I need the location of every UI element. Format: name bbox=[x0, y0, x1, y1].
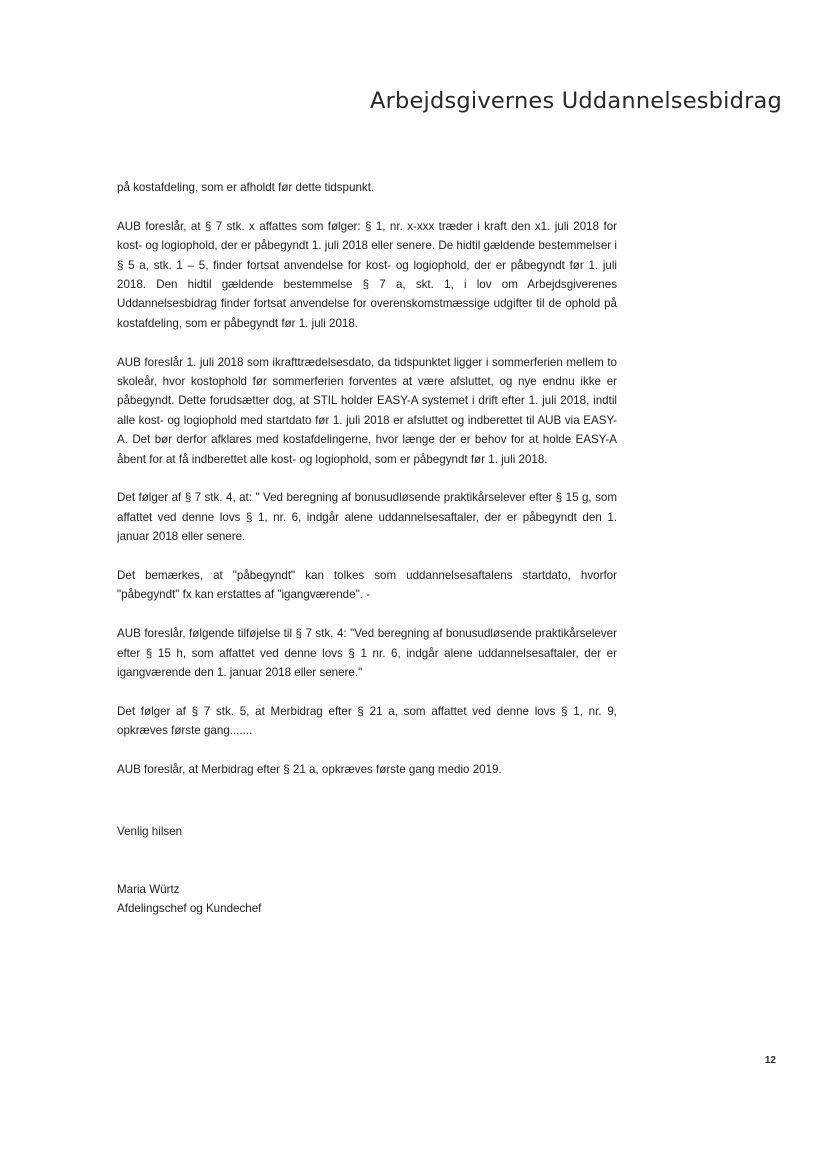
paragraph-effective-date: AUB foreslår 1. juli 2018 som ikrafttrædelsesdato, da tidspunktet ligger i sommerferien mellem to skoleår, hvor kostophold før sommerferien forventes at være afsluttet, og nye endnu ikke er påbegyndt. Dette forudsætter dog, at STIL holder EASY-A systemet i drift efter 1. juli 2018, indtil alle kost- og logiophold med startdato før 1. juli 2018 er afsluttet og indberettet til AUB via EASY-A. Det bør derfor afklares med kostafdelingerne, hvor længe der er behov for at holde EASY-A åbent for at få indberettet alle kost- og logiophold, som er påbegyndt før 1. juli 2018. bbox=[117, 355, 617, 466]
paragraph-merbidrag-proposal: AUB foreslår, at Merbidrag efter § 21 a, opkræves første gang medio 2019. bbox=[117, 763, 502, 777]
paragraph-section-7-stk-5: Det følger af § 7 stk. 5, at Merbidrag efter § 21 a, som affattet ved denne lovs § 1, nr. 9, opkræves første gang....... bbox=[117, 704, 617, 738]
paragraph-continuation: på kostafdeling, som er afholdt før dette tidspunkt. bbox=[117, 181, 375, 194]
signatory-role: Afdelingschef og Kundechef bbox=[117, 902, 262, 916]
paragraph-section-7-stk-4: Det følger af § 7 stk. 4, at: " Ved beregning af bonusudløsende praktikårselever efter § 15 g, som affattet ved denne lovs § 1, nr. 6, indgår alene uddannelsesaftaler, der er påbegyndt den 1. januar 2018 eller senere. bbox=[117, 491, 617, 544]
paragraph-proposal-addition: AUB foreslår, følgende tilføjelse til § 7 stk. 4: "Ved beregning af bonusudløsende praktikårselever efter § 15 h, som affattet ved denne lovs § 1 nr. 6, indgår alene uddannelsesaftaler, der er igangværende den 1. januar 2018 eller senere." bbox=[117, 627, 617, 680]
paragraph-remark-pabegyndt: Det bemærkes, at "påbegyndt" kan tolkes som uddannelsesaftalens startdato, hvorfor "påbegyndt" fx kan erstattes af "igangværende". - bbox=[117, 569, 617, 602]
document-body bbox=[117, 178, 617, 799]
page-number: 12 bbox=[764, 1055, 776, 1066]
signature-block bbox=[117, 880, 261, 919]
paragraph-proposal-section-7: AUB foreslår, at § 7 stk. x affattes som følger: § 1, nr. x-xxx træder i kraft den x1. juli 2018 for kost- og logiophold, der er påbegyndt 1. juli 2018 eller senere. De hidtil gældende bestemmelser i § 5 a, stk. 1 – 5, finder fortsat anvendelse for kost- og logiophold, der er påbegyndt før 1. juli 2018. Den hidtil gældende bestemmelse § 7 a, skt. 1, i lov om Arbejdsgiverenes Uddannelsesbidrag finder fortsat anvendelse for overenskomstmæssige udgifter til de ophold på kostafdeling, som er påbegyndt før 1. juli 2018. bbox=[117, 219, 617, 330]
closing-greeting: Venlig hilsen bbox=[117, 825, 183, 838]
signatory-name: Maria Würtz bbox=[117, 883, 180, 896]
document-header-title: Arbejdsgivernes Uddannelsesbidrag bbox=[369, 88, 782, 114]
